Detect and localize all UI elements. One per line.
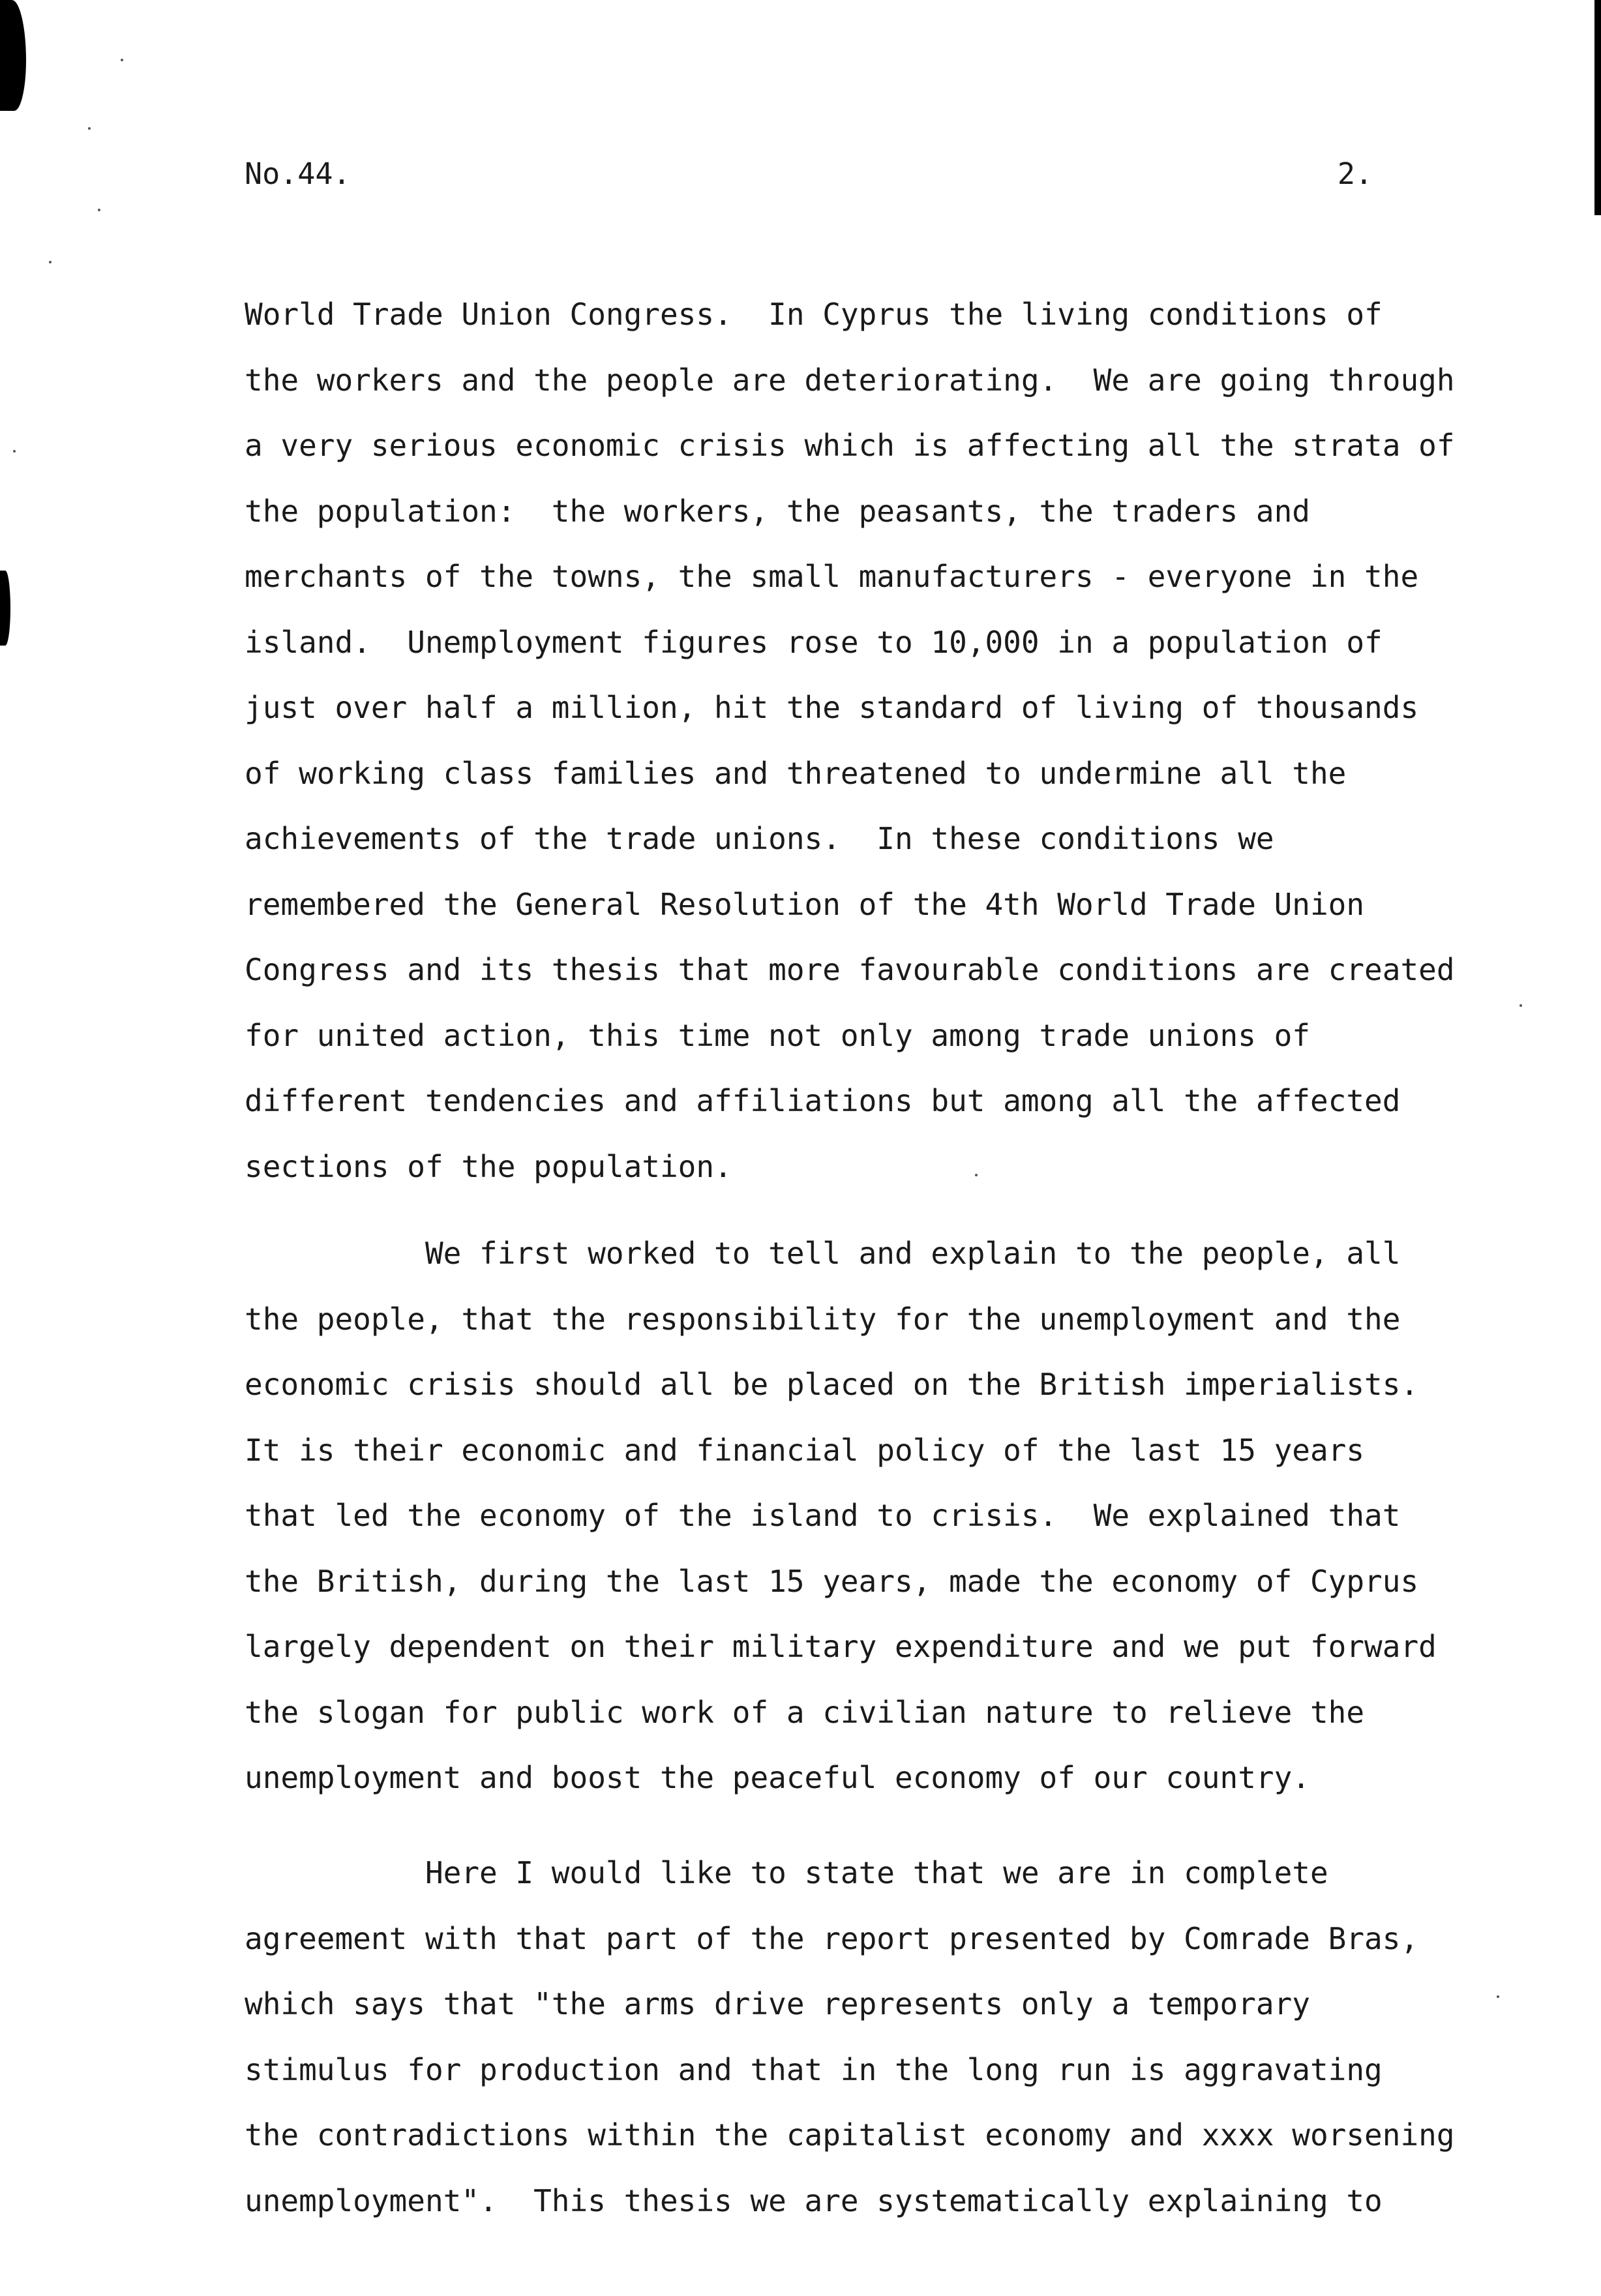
text-line: World Trade Union Congress. In Cyprus the living conditions of <box>245 297 1383 332</box>
paragraph <box>245 1855 1581 2218</box>
text-line: We first worked to tell and explain to the people, all <box>245 1236 1401 1271</box>
text-line: stimulus for production and that in the long run is aggravating <box>245 2051 1383 2087</box>
text-line: agreement with that part of the report presented by Comrade Bras, <box>245 1920 1419 1956</box>
text-line: that led the economy of the island to crisis. We explained that <box>245 1498 1401 1533</box>
text-line: which says that "the arms drive represents only a temporary <box>245 1986 1310 2021</box>
text-line: sections of the population. <box>245 1148 732 1184</box>
scan-ink-blot <box>0 571 10 646</box>
text-line: the contradictions within the capitalist economy and xxxx worsening <box>245 2117 1455 2153</box>
text-line: the workers and the people are deteriorating. We are going through <box>245 362 1455 398</box>
text-line: unemployment and boost the peaceful economy of our country. <box>245 1760 1310 1795</box>
text-line: economic crisis should all be placed on the British imperialists. <box>245 1367 1419 1402</box>
scan-page-edge <box>1594 0 1601 215</box>
text-line: a very serious economic crisis which is affecting all the strata of <box>245 428 1455 463</box>
text-line: the people, that the responsibility for the unemployment and the <box>245 1301 1401 1337</box>
text-line: different tendencies and affiliations but among all the affected <box>245 1083 1401 1118</box>
text-line: Here I would like to state that we are in complete <box>245 1855 1328 1890</box>
scan-speck <box>88 127 91 130</box>
text-line: remembered the General Resolution of the 4th World Trade Union <box>245 886 1365 922</box>
scan-speck <box>98 209 100 211</box>
text-line: merchants of the towns, the small manufacturers - everyone in the <box>245 559 1419 594</box>
text-line: for united action, this time not only among trade unions of <box>245 1017 1310 1053</box>
paragraph <box>245 1236 1581 1795</box>
text-line: largely dependent on their military expenditure and we put forward <box>245 1629 1437 1664</box>
text-line: unemployment". This thesis we are systematically explaining to <box>245 2183 1383 2218</box>
text-line: the population: the workers, the peasants, the traders and <box>245 493 1310 529</box>
paragraph <box>245 297 1581 1184</box>
text-line: just over half a million, hit the standard of living of thousands <box>245 690 1419 725</box>
text-line: achievements of the trade unions. In these conditions we <box>245 821 1274 856</box>
scan-speck <box>975 1174 978 1176</box>
text-line: island. Unemployment figures rose to 10,000 in a population of <box>245 624 1383 660</box>
scan-speck <box>1519 1004 1522 1007</box>
page-number: 2. <box>1337 157 1373 191</box>
text-line: of working class families and threatened to undermine all the <box>245 755 1347 791</box>
text-line: the slogan for public work of a civilian nature to relieve the <box>245 1694 1365 1730</box>
text-line: It is their economic and financial policy of the last 15 years <box>245 1432 1365 1468</box>
scan-ink-blot <box>0 39 14 91</box>
text-line: the British, during the last 15 years, made the economy of Cyprus <box>245 1563 1419 1599</box>
document-number: No.44. <box>245 157 351 191</box>
scan-speck <box>121 59 123 61</box>
text-line: Congress and its thesis that more favourable conditions are created <box>245 952 1455 987</box>
scan-speck <box>13 450 16 453</box>
scan-speck <box>49 261 52 263</box>
page-header <box>245 157 1373 202</box>
